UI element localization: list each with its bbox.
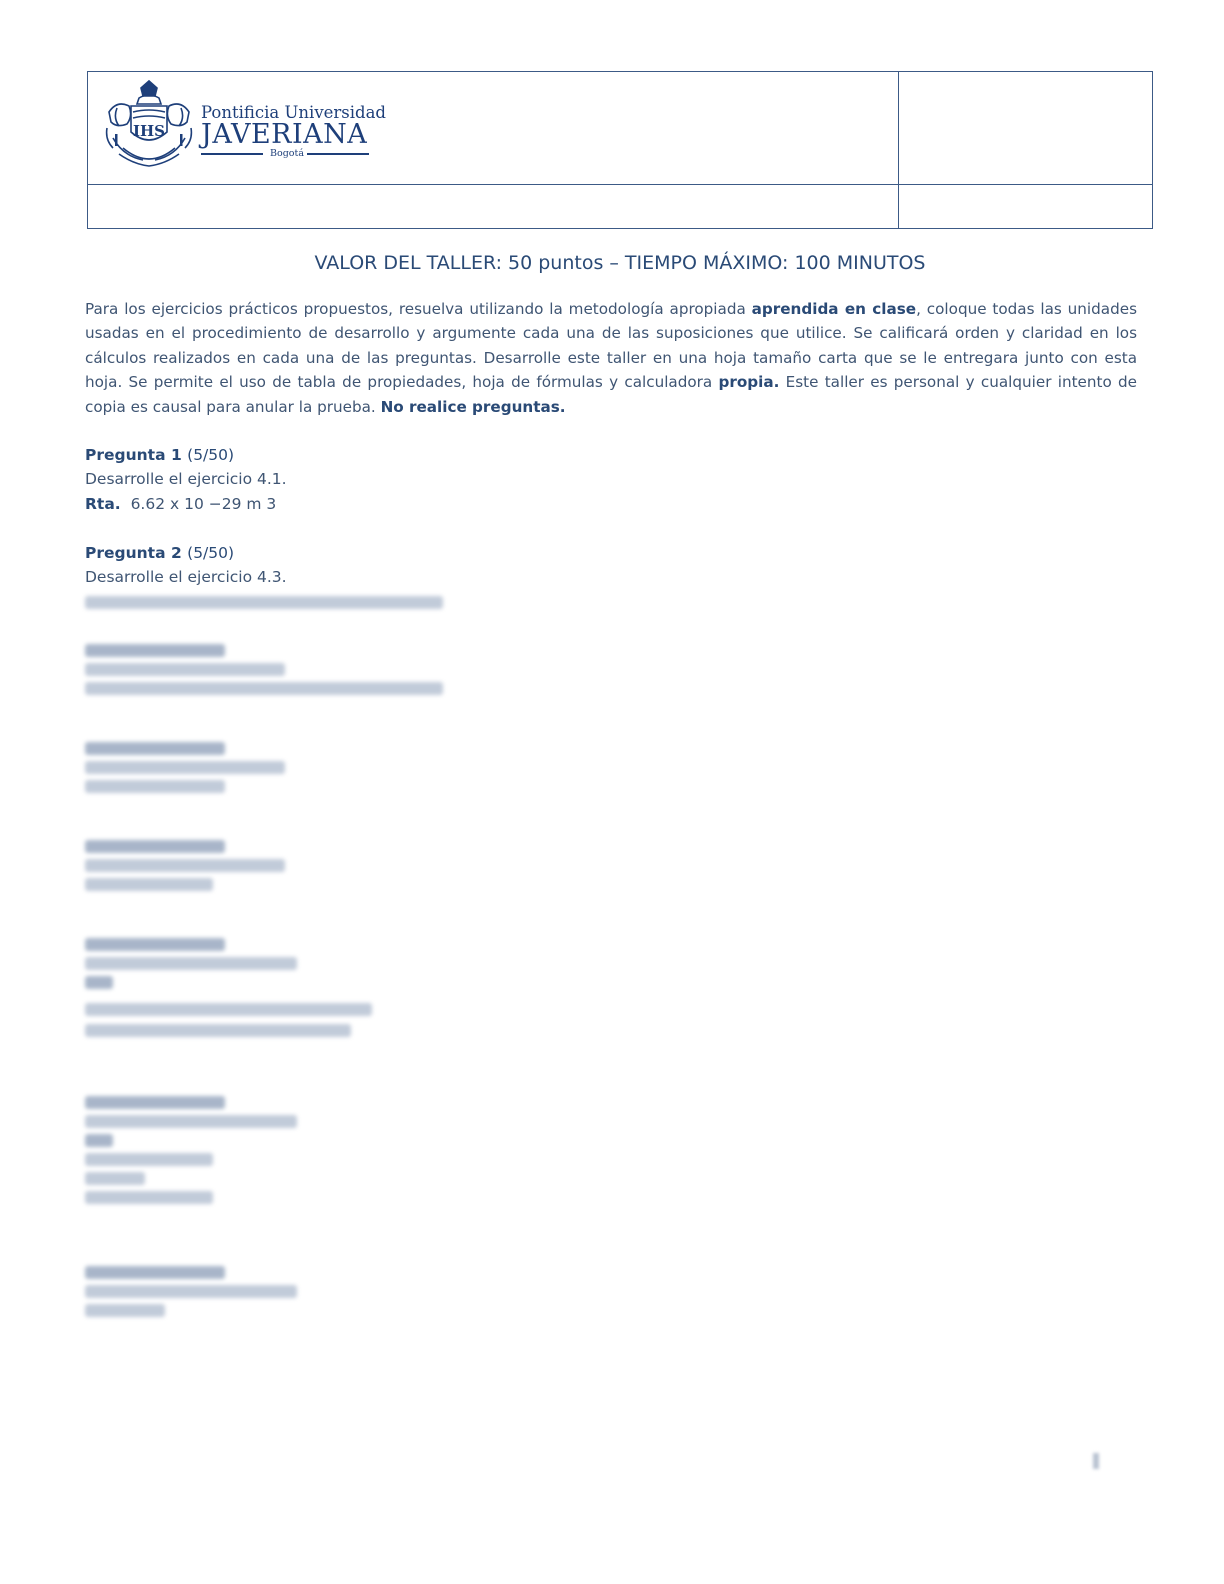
blurred-line	[85, 840, 225, 853]
blurred-line	[85, 780, 225, 793]
intro-text-2: , coloque todas las unidades usadas en el procedimiento de desarrollo y argumente cada una de las suposiciones que utilice. Se calificará orden y claridad en los cálculos realizados en cada una de las preguntas. Desarrolle este taller en una hoja tamaño carta que se le entregara junto con esta hoja. Se permite el uso de tabla de propiedades, hoja de fórmulas y calculadora	[85, 300, 1137, 392]
blurred-line	[85, 644, 225, 657]
header-bottom-left-cell	[88, 185, 899, 228]
university-logo	[103, 78, 386, 170]
header-logo-cell	[88, 72, 899, 185]
question-points: (5/50)	[187, 544, 235, 562]
blurred-line	[85, 1003, 372, 1016]
blurred-question	[85, 834, 285, 896]
blurred-line	[85, 1266, 225, 1279]
crest-letters: IHS	[132, 122, 166, 140]
header-bottom-right-cell	[899, 185, 1152, 228]
blurred-question	[85, 1090, 297, 1209]
intro-text-1: Para los ejercicios prácticos propuestos, resuelva utilizando la metodología apropiada	[85, 300, 752, 318]
blurred-line	[85, 976, 113, 989]
logo-line-city: Bogotá	[201, 148, 373, 159]
blurred-line	[85, 878, 213, 891]
question-heading	[85, 443, 287, 467]
intro-bold-1: aprendida en clase	[751, 300, 917, 318]
question-title: Pregunta 2	[85, 544, 182, 562]
blurred-answer	[85, 590, 443, 614]
blurred-line	[85, 957, 297, 970]
logo-wordmark	[201, 103, 386, 159]
question-2	[85, 541, 287, 590]
header-top-right-cell	[899, 72, 1152, 185]
blurred-line	[85, 1285, 297, 1298]
blurred-line	[85, 1096, 225, 1109]
answer-value: 6.62 x 10 −29 m 3	[130, 494, 277, 513]
blurred-question	[85, 736, 285, 798]
blurred-line	[85, 596, 443, 609]
header-table	[87, 71, 1153, 229]
question-text: Desarrolle el ejercicio 4.1.	[85, 470, 287, 489]
question-points: (5/50)	[187, 446, 235, 464]
blurred-line	[85, 663, 285, 676]
question-text: Desarrolle el ejercicio 4.3.	[85, 568, 287, 587]
page-title: VALOR DEL TALLER: 50 puntos – TIEMPO MÁXIMO: 100 MINUTOS	[314, 252, 926, 274]
instructions-paragraph	[85, 297, 1137, 419]
logo-line-university: Pontificia Universidad	[201, 103, 386, 122]
blurred-line	[85, 1153, 213, 1166]
question-1	[85, 443, 287, 516]
question-answer	[85, 492, 287, 516]
university-crest-icon	[103, 78, 195, 170]
answer-label: Rta.	[85, 494, 121, 513]
blurred-line	[85, 1115, 297, 1128]
blurred-question	[85, 1260, 297, 1322]
blurred-line	[85, 1172, 145, 1185]
logo-line-name: JAVERIANA	[201, 119, 368, 150]
blurred-line	[85, 1024, 351, 1037]
intro-text-3: Este taller es personal y cualquier intento de copia es causal para anular la prueba.	[85, 373, 1137, 416]
blurred-line	[85, 1191, 213, 1204]
intro-bold-3: No realice preguntas.	[380, 397, 566, 416]
blurred-line	[85, 1304, 165, 1317]
page-number	[1093, 1453, 1099, 1469]
blurred-line	[85, 761, 285, 774]
blurred-question	[85, 638, 443, 700]
blurred-line	[85, 682, 443, 695]
blurred-line	[85, 938, 225, 951]
question-heading	[85, 541, 287, 565]
blurred-line	[85, 742, 225, 755]
blurred-line	[85, 859, 285, 872]
intro-bold-2: propia.	[718, 373, 780, 392]
blurred-line	[85, 1134, 113, 1147]
question-title: Pregunta 1	[85, 446, 182, 464]
blurred-question	[85, 932, 372, 1042]
